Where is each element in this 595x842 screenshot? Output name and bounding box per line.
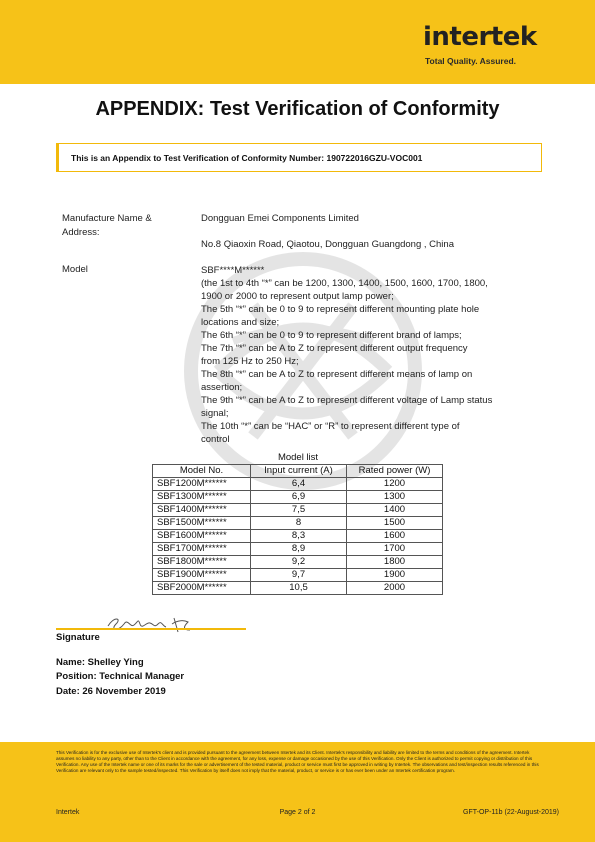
- model-line: The 5th “*” can be 0 to 9 to represent different mounting plate hole: [201, 304, 480, 315]
- model-line: The 8th “*” can be A to Z to represent different means of lamp on: [201, 369, 473, 380]
- model-line: signal;: [201, 408, 229, 419]
- model-description: [201, 264, 521, 446]
- table-row: [153, 478, 443, 491]
- signer-name: Name: Shelley Ying: [56, 657, 144, 668]
- model-number-cell: SBF1600M******: [153, 530, 251, 543]
- input-current-cell: 6,4: [251, 478, 347, 491]
- logo-tagline: Total Quality. Assured.: [425, 56, 516, 66]
- model-line: from 125 Hz to 250 Hz;: [201, 356, 299, 367]
- page-title: APPENDIX: Test Verification of Conformity: [95, 98, 500, 120]
- manufacturer-label-line2: Address:: [62, 227, 100, 238]
- model-line: 1900 or 2000 to represent output lamp power;: [201, 291, 394, 302]
- input-current-cell: 8: [251, 517, 347, 530]
- table-row: [153, 504, 443, 517]
- manufacturer-name: Dongguan Emei Components Limited: [201, 213, 359, 224]
- manufacturer-label-line1: Manufacture Name &: [62, 213, 152, 224]
- rated-power-cell: 1600: [347, 530, 443, 543]
- model-list-caption: Model list: [277, 452, 319, 463]
- rated-power-cell: 1500: [347, 517, 443, 530]
- model-number-cell: SBF2000M******: [153, 582, 251, 595]
- input-current-cell: 8,3: [251, 530, 347, 543]
- model-number-cell: SBF1300M******: [153, 491, 251, 504]
- footer-form-code: GFT-OP-11b (22-August-2019): [463, 809, 559, 816]
- rated-power-cell: 1800: [347, 556, 443, 569]
- model-line: The 9th “*” can be A to Z to represent different voltage of Lamp status: [201, 395, 493, 406]
- table-row: [153, 517, 443, 530]
- table-row: [153, 543, 443, 556]
- handwritten-signature-icon: [104, 610, 204, 636]
- input-current-cell: 8,9: [251, 543, 347, 556]
- model-line: assertion;: [201, 382, 243, 393]
- model-number-cell: SBF1500M******: [153, 517, 251, 530]
- column-header-model: Model No.: [153, 465, 251, 478]
- reference-box: [56, 143, 542, 172]
- table-row: [153, 491, 443, 504]
- signature-line: [56, 628, 246, 630]
- intertek-logo: intertek: [423, 22, 537, 52]
- model-number-cell: SBF1900M******: [153, 569, 251, 582]
- model-line: The 6th “*” can be 0 to 9 to represent different brand of lamps;: [201, 330, 462, 341]
- manufacturer-label: [62, 212, 152, 240]
- footer-disclaimer: This Verification is for the exclusive use of Intertek's client and is provided pursuant to the agreement between Intertek and its Client. Intertek's responsibility and liability are limited to the terms and conditions of the agreement. Intertek assumes no liability to any party, other than to the Client in accordance with the agreement, for any loss, expense or damage occasioned by the use of this Verification. Only the Client is authorized to permit copying or distribution of this Verification. Any use of the Intertek name or one of its marks for the sale or advertisement of the tested material, product or service must first be approved in writing by Intertek. The observations and test/inspection results referenced in this Verification are relevant only to the sample tested/inspected. This Verification by itself does not imply that the material, product, or service is or has ever been under an Intertek certification program.: [56, 750, 539, 774]
- rated-power-cell: 1400: [347, 504, 443, 517]
- footer-page-number: Page 2 of 2: [279, 809, 316, 816]
- model-line: (the 1st to 4th “*” can be 1200, 1300, 1400, 1500, 1600, 1700, 1800,: [201, 278, 488, 289]
- reference-text: This is an Appendix to Test Verification of Conformity Number: 190722016GZU-VOC001: [71, 153, 423, 163]
- input-current-cell: 7,5: [251, 504, 347, 517]
- input-current-cell: 6,9: [251, 491, 347, 504]
- input-current-cell: 9,7: [251, 569, 347, 582]
- table-row: [153, 556, 443, 569]
- column-header-power: Rated power (W): [347, 465, 443, 478]
- rated-power-cell: 1200: [347, 478, 443, 491]
- model-label: Model: [62, 264, 88, 275]
- column-header-current: Input current (A): [251, 465, 347, 478]
- input-current-cell: 9,2: [251, 556, 347, 569]
- model-number-cell: SBF1800M******: [153, 556, 251, 569]
- manufacturer-address: No.8 Qiaoxin Road, Qiaotou, Dongguan Guangdong , China: [201, 239, 454, 250]
- model-line: The 10th “*” can be “HAC” or “R” to represent different type of: [201, 421, 460, 432]
- footer-band: [0, 742, 595, 842]
- signer-position: Position: Technical Manager: [56, 671, 185, 682]
- model-line: locations and size;: [201, 317, 280, 328]
- footer-company: Intertek: [56, 809, 80, 816]
- table-row: [153, 569, 443, 582]
- rated-power-cell: 1900: [347, 569, 443, 582]
- model-line: SBF****M******: [201, 265, 265, 276]
- table-row: [153, 582, 443, 595]
- header-band: [0, 0, 595, 84]
- rated-power-cell: 1300: [347, 491, 443, 504]
- signature-label: Signature: [56, 632, 100, 643]
- input-current-cell: 10,5: [251, 582, 347, 595]
- rated-power-cell: 1700: [347, 543, 443, 556]
- signature-date: Date: 26 November 2019: [56, 686, 166, 697]
- model-number-cell: SBF1200M******: [153, 478, 251, 491]
- rated-power-cell: 2000: [347, 582, 443, 595]
- model-line: control: [201, 434, 230, 445]
- model-number-cell: SBF1700M******: [153, 543, 251, 556]
- model-list-table: [152, 464, 443, 595]
- table-row: [153, 530, 443, 543]
- model-number-cell: SBF1400M******: [153, 504, 251, 517]
- model-line: The 7th “*” can be A to Z to represent different output frequency: [201, 343, 468, 354]
- table-header-row: [153, 465, 443, 478]
